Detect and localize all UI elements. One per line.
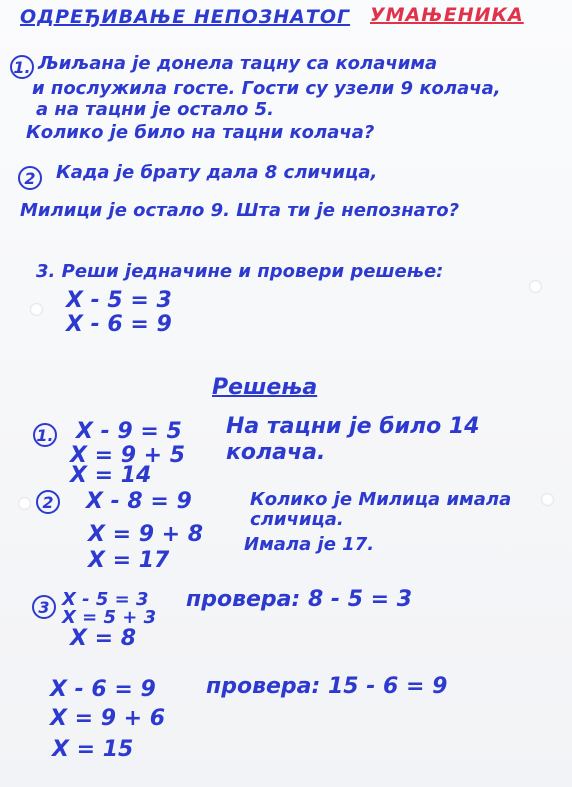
task2-number: 2 [18,166,42,190]
solution1-answer-line2: колача. [226,440,326,465]
task1-number: 1. [10,55,34,79]
solutions-heading: Решења [212,375,318,400]
solution2-number: 2 [36,490,60,514]
title-highlight: УМАЊЕНИКА [370,4,524,26]
task2-line1: Када је брату дала 8 сличица, [56,162,378,183]
solution3-number: 3 [32,595,56,619]
solution2-eq2: X = 9 + 8 [88,522,204,547]
punch-hole-top-right [529,280,542,293]
task2-line2: Милици је остало 9. Шта ти је непознато? [20,200,460,221]
solution1-eq1: X - 9 = 5 [76,419,182,444]
solution1-answer-line1: На тацни је било 14 [226,414,480,439]
solution3-eq1: X - 5 = 3 [62,589,149,610]
solution2-answer-line2: сличица. [250,509,344,530]
solution1-eq3: X = 14 [70,463,152,488]
solution3-check: провера: 8 - 5 = 3 [186,587,413,612]
solution3-eq3: X = 8 [70,626,137,651]
title-main: ОДРЕЂИВАЊЕ НЕПОЗНАТОГ [20,6,351,28]
task3-instruction: 3. Реши једначине и провери решење: [36,261,444,282]
solution2-eq3: X = 17 [88,548,170,573]
solution3-eq2: X = 5 + 3 [62,607,157,628]
solution1-eq2: X = 9 + 5 [70,443,186,468]
solution1-number: 1. [33,423,57,447]
task1-line4: Колико је било на тацни колача? [26,122,375,143]
solution4-eq3: X = 15 [52,737,134,762]
task3-equation2: X - 6 = 9 [66,312,172,337]
punch-hole-top-left [30,303,43,316]
solution4-eq1: X - 6 = 9 [50,677,156,702]
task1-line1: Љиљана је донела тацну са колачима [38,53,438,74]
task3-equation1: X - 5 = 3 [66,288,172,313]
solution2-answer-line3: Имала је 17. [244,534,375,555]
solution2-answer-line1: Колико је Милица имала [250,489,512,510]
task1-line2: и послужила госте. Гости су узели 9 колача, [32,78,501,99]
punch-hole-bottom-left [18,497,31,510]
solution2-eq1: X - 8 = 9 [86,489,192,514]
solution4-check: провера: 15 - 6 = 9 [206,674,448,699]
punch-hole-bottom-right [541,493,554,506]
solution4-eq2: X = 9 + 6 [50,706,166,731]
task1-line3: а на тацни је остало 5. [36,99,274,120]
